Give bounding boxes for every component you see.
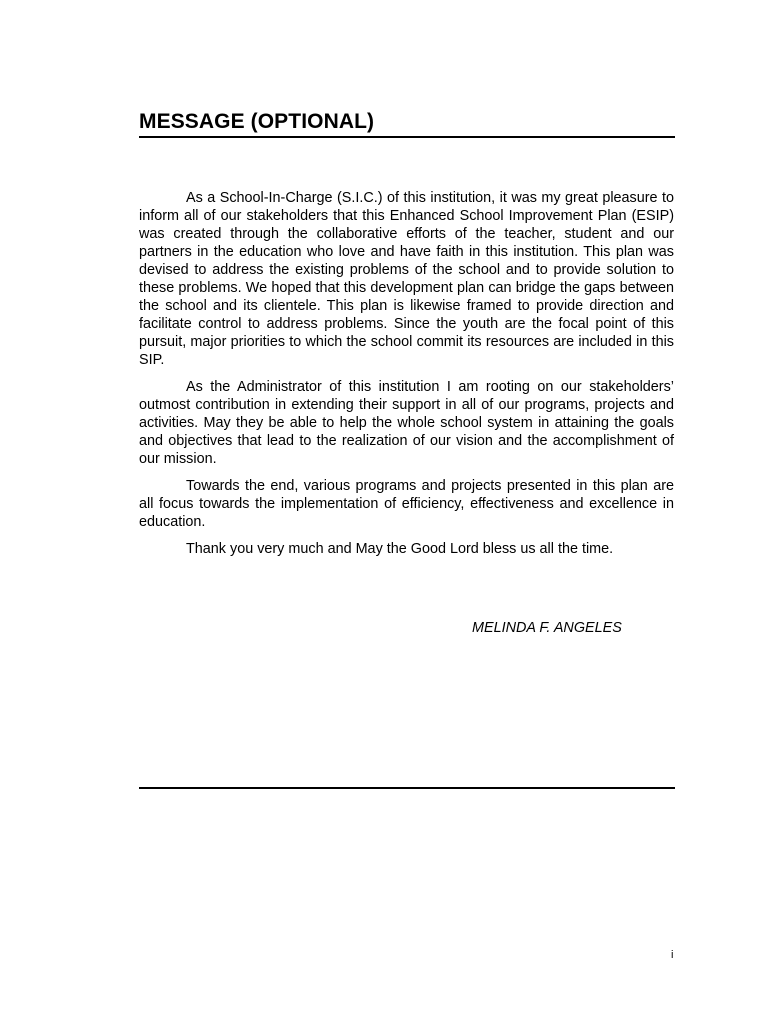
page-number: i xyxy=(671,949,674,961)
paragraph-programs: Towards the end, various programs and projects presented in this plan are all focus towards the implementation of efficiency, effectiveness and excellence in education. xyxy=(139,478,674,530)
footer-rule xyxy=(139,787,675,789)
paragraph-administrator: As the Administrator of this institution I am rooting on our stakeholders’ outmost contribution in extending their support in all of our programs, projects and activities. May they be able to help the whole school system in attaining the goals and objectives that lead to the realization of our vision and the accomplishment of our mission. xyxy=(139,379,674,467)
page-title: MESSAGE (OPTIONAL) xyxy=(139,110,375,133)
message-body xyxy=(139,189,674,567)
paragraph-thanks: Thank you very much and May the Good Lord bless us all the time. xyxy=(186,541,614,557)
paragraph-intro: As a School-In-Charge (S.I.C.) of this institution, it was my great pleasure to inform all of our stakeholders that this Enhanced School Improvement Plan (ESIP) was created through the collaborative efforts of the teacher, student and our partners in the education who love and have faith in this institution. This plan was devised to address the existing problems of the school and to provide solution to these problems. We hoped that this development plan can bridge the gaps between the school and its clientele. This plan is likewise framed to provide direction and facilitate control to address problems. Since the youth are the focal point of this pursuit, major priorities to which the school commit its resources are included in this SIP. xyxy=(139,190,674,368)
signature-name: MELINDA F. ANGELES xyxy=(472,620,622,636)
title-underline xyxy=(139,136,675,138)
